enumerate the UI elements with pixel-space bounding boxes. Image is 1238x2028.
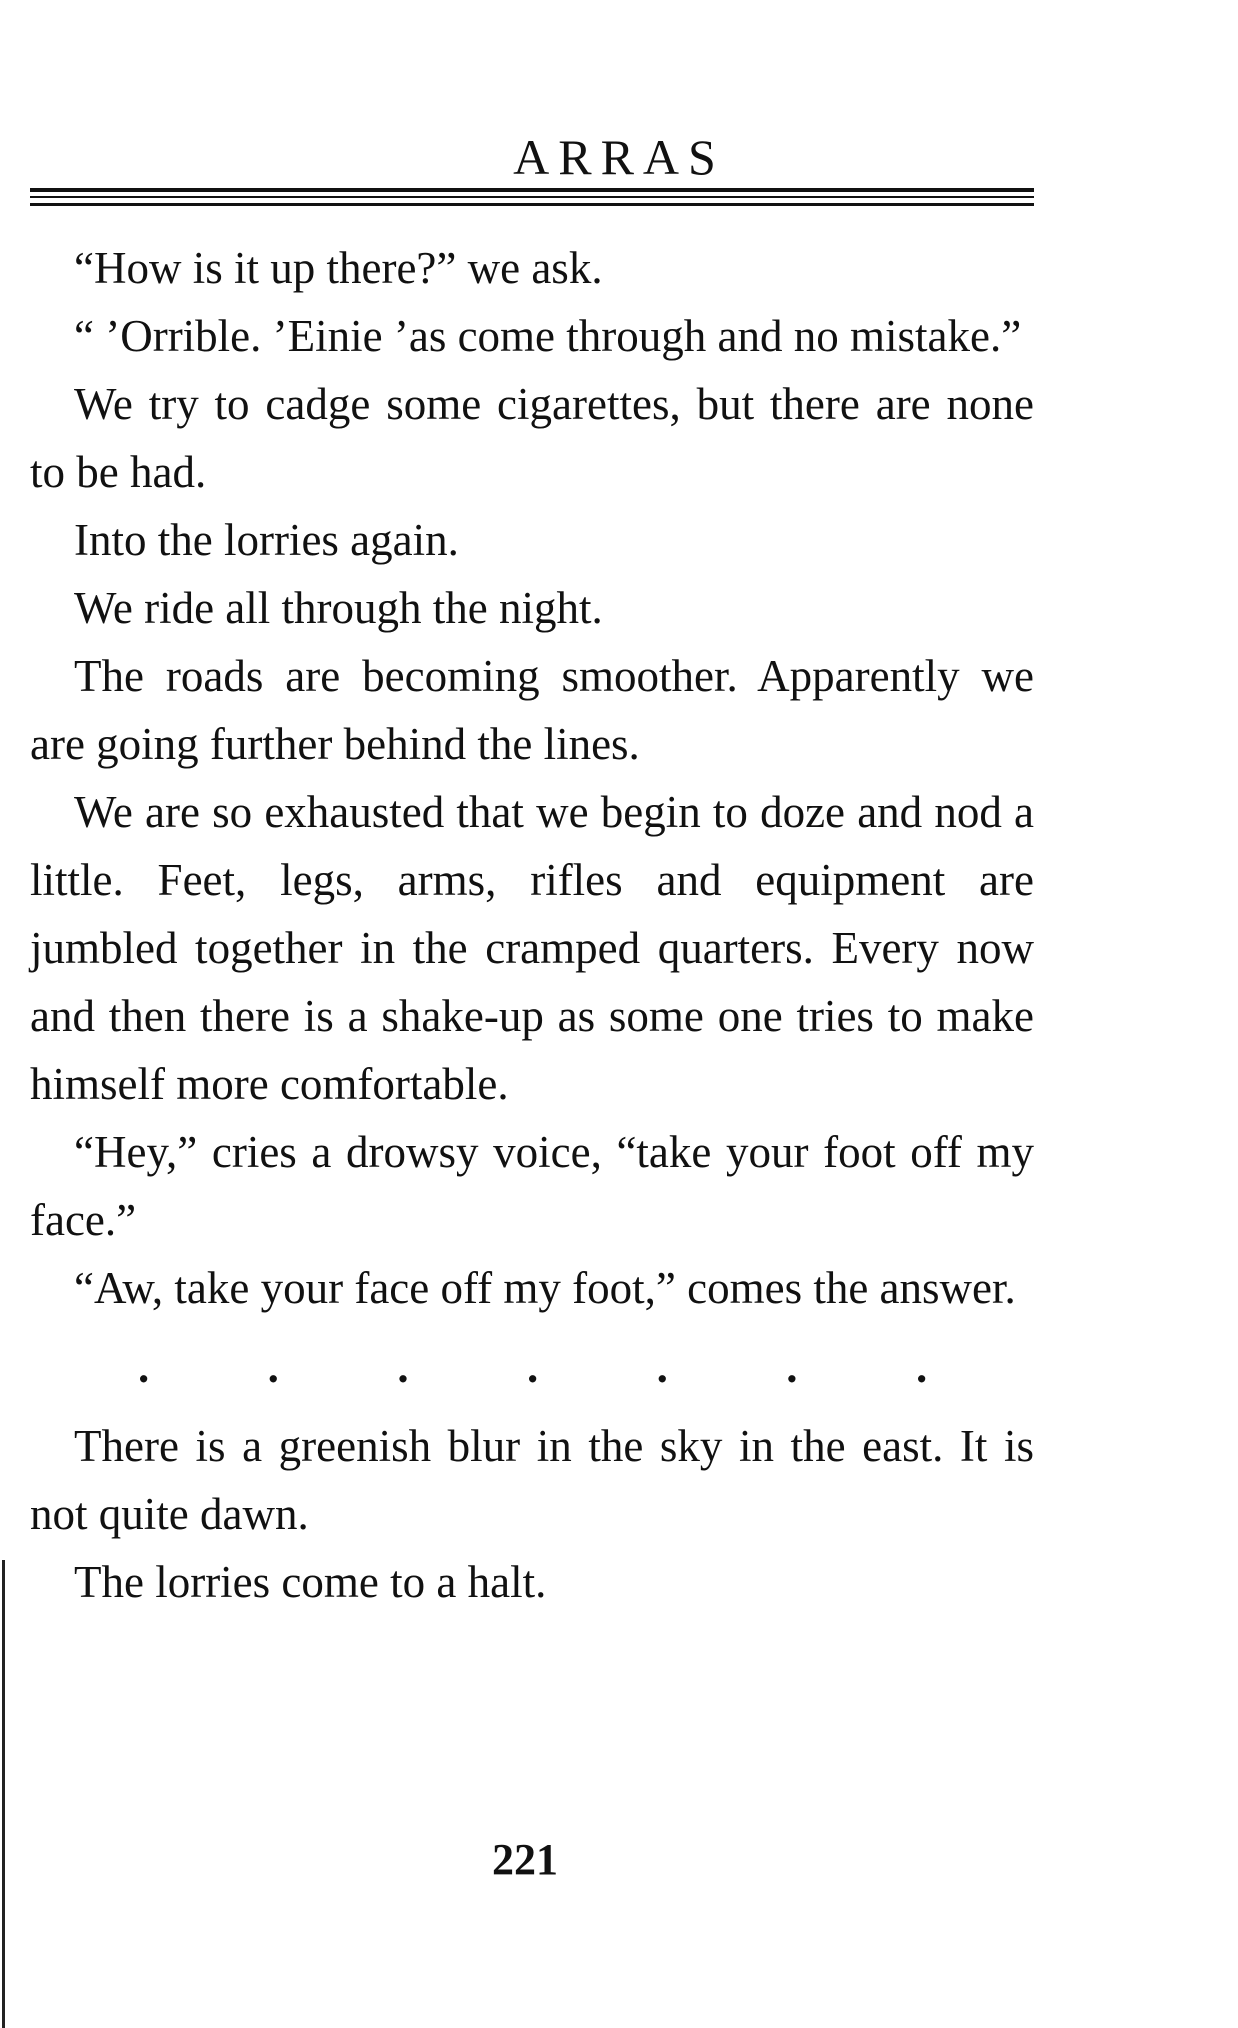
paragraph: There is a greenish blur in the sky in the east. It is not quite dawn. (30, 1421, 1034, 1539)
paragraph: The lorries come to a halt. (74, 1557, 547, 1607)
paragraph: We ride all through the night. (74, 583, 603, 633)
head-rule-lower (30, 203, 1034, 206)
head-rule-thin (30, 196, 1034, 198)
section-break-dot: . (656, 1342, 668, 1392)
running-head: ARRAS (513, 129, 725, 185)
section-break-dot: . (786, 1342, 798, 1392)
paragraph: We try to cadge some cigarettes, but there are none to be had. (30, 379, 1034, 497)
page-edge-shadow (2, 1560, 5, 2028)
paragraph: Into the lorries again. (74, 515, 459, 565)
section-break-dot: . (267, 1342, 279, 1392)
paragraph: “How is it up there?” we ask. (74, 243, 603, 293)
section-break-dot: . (526, 1342, 539, 1392)
body-text (30, 234, 1034, 1616)
section-break-dot: . (397, 1342, 409, 1392)
paragraph: “ ’Orrible. ’Einie ’as come through and no mistake.” (74, 311, 1022, 361)
page-number: 221 (492, 1835, 558, 1884)
head-rule-thick (30, 188, 1034, 192)
section-break (30, 1322, 1034, 1412)
section-break-dot: . (915, 1342, 928, 1392)
paragraph: “Hey,” cries a drowsy voice, “take your foot off my face.” (30, 1127, 1034, 1245)
paragraph: We are so exhausted that we begin to doze and nod a little. Feet, legs, arms, rifles and equipment are jumbled together in the cramped quarters. Every now and then there is a shake-up as some one tries to make himself more comfortable. (30, 787, 1034, 1109)
paragraph: “Aw, take your face off my foot,” comes the answer. (74, 1263, 1016, 1313)
section-break-dot: . (138, 1342, 150, 1392)
paragraph: The roads are becoming smoother. Apparently we are going further behind the lines. (30, 651, 1034, 769)
